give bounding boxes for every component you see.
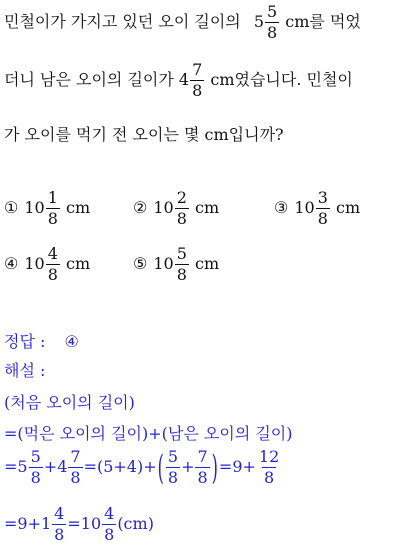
choice-unit: cm: [65, 254, 91, 273]
right-paren: ): [211, 447, 218, 488]
choice-mark: ④: [4, 254, 19, 273]
solution-line-2: =(먹은 오이의 길이)+(남은 오이의 길이): [4, 424, 293, 443]
choice-unit: cm: [65, 198, 91, 217]
plus-sign: +: [181, 457, 195, 476]
equals-sign: =: [4, 457, 18, 476]
numerator: 2: [176, 188, 187, 207]
fraction: [46, 190, 60, 227]
numerator: 12: [258, 447, 280, 466]
choice-4[interactable]: [4, 246, 90, 283]
choice-whole: 10: [153, 254, 174, 273]
mixed-number-whole: 4: [57, 457, 68, 476]
solution-equation-1: [4, 449, 282, 486]
numerator: 4: [54, 504, 65, 523]
fraction: [46, 246, 60, 283]
choice-mark: ③: [274, 198, 289, 217]
denominator: 8: [54, 525, 65, 544]
question-line-2: [4, 62, 353, 99]
denominator: 8: [192, 81, 203, 100]
denominator: 8: [47, 209, 58, 228]
choice-mark: ②: [133, 198, 148, 217]
expression-text: =(5+4)+: [83, 457, 157, 476]
question-line-1: [4, 4, 361, 41]
numerator: 1: [47, 188, 58, 207]
question-text: cm를 먹었: [285, 12, 361, 31]
choice-1[interactable]: [4, 190, 90, 227]
fraction: [102, 506, 116, 543]
unit-text: (cm): [117, 514, 154, 533]
solution-label: 해설 :: [4, 361, 46, 380]
numerator: 4: [47, 244, 58, 263]
denominator: 8: [167, 468, 179, 487]
denominator: 8: [317, 209, 328, 228]
choice-3[interactable]: [274, 190, 360, 227]
question-text: 더니 남은 오이의 길이가: [4, 70, 174, 89]
fraction: [52, 506, 66, 543]
choice-whole: 10: [24, 254, 45, 273]
fraction: [316, 190, 330, 227]
choice-5[interactable]: [133, 246, 219, 283]
fraction: [166, 449, 180, 486]
fraction: [195, 449, 209, 486]
choice-unit: cm: [335, 198, 361, 217]
denominator: 8: [30, 468, 41, 487]
numerator: 5: [176, 244, 187, 263]
fraction: [68, 449, 82, 486]
fraction: [175, 190, 189, 227]
denominator: 8: [70, 468, 81, 487]
expression-text: =9+: [218, 457, 256, 476]
choice-mark: ⑤: [133, 254, 148, 273]
numerator: 7: [192, 60, 203, 79]
numerator: 7: [197, 447, 208, 466]
choice-unit: cm: [194, 198, 220, 217]
denominator: 8: [176, 265, 187, 284]
numerator: 3: [317, 188, 328, 207]
choice-whole: 10: [153, 198, 174, 217]
answer-label: 정답 :: [4, 332, 46, 351]
choice-mark: ①: [4, 198, 19, 217]
fraction: [257, 449, 281, 486]
numerator: 5: [267, 2, 278, 21]
choice-whole: 10: [24, 198, 45, 217]
question-text: 민철이가 가지고 있던 오이 길이의: [4, 12, 241, 31]
expression-text: =9+1: [4, 514, 52, 533]
numerator: 5: [30, 447, 41, 466]
question-line-3: 가 오이를 먹기 전 오이는 몇 cm입니까?: [4, 125, 284, 144]
numerator: 4: [104, 504, 115, 523]
mixed-number-whole: 4: [178, 70, 190, 89]
denominator: 8: [197, 468, 208, 487]
denominator: 8: [47, 265, 58, 284]
fraction: [29, 449, 43, 486]
choice-whole: 10: [294, 198, 315, 217]
solution-equation-2: [4, 506, 154, 543]
plus-sign: +: [43, 457, 58, 476]
choice-2[interactable]: [133, 190, 219, 227]
denominator: 8: [104, 525, 115, 544]
expression-text: =10: [67, 514, 102, 533]
choice-unit: cm: [194, 254, 220, 273]
denominator: 8: [176, 209, 187, 228]
solution-line-1: (처음 오이의 길이): [4, 393, 135, 412]
denominator: 8: [267, 23, 278, 42]
answer-value: ④: [64, 332, 79, 351]
fraction: [175, 246, 189, 283]
left-paren: (: [157, 447, 164, 488]
fraction: [190, 62, 204, 99]
answer-line: [4, 329, 79, 352]
fraction: [265, 4, 279, 41]
mixed-number-whole: 5: [253, 12, 265, 31]
numerator: 5: [167, 447, 179, 466]
numerator: 7: [70, 447, 81, 466]
mixed-number-whole: 5: [17, 457, 28, 476]
question-text: cm였습니다. 민철이: [210, 70, 353, 89]
denominator: 8: [263, 468, 275, 487]
